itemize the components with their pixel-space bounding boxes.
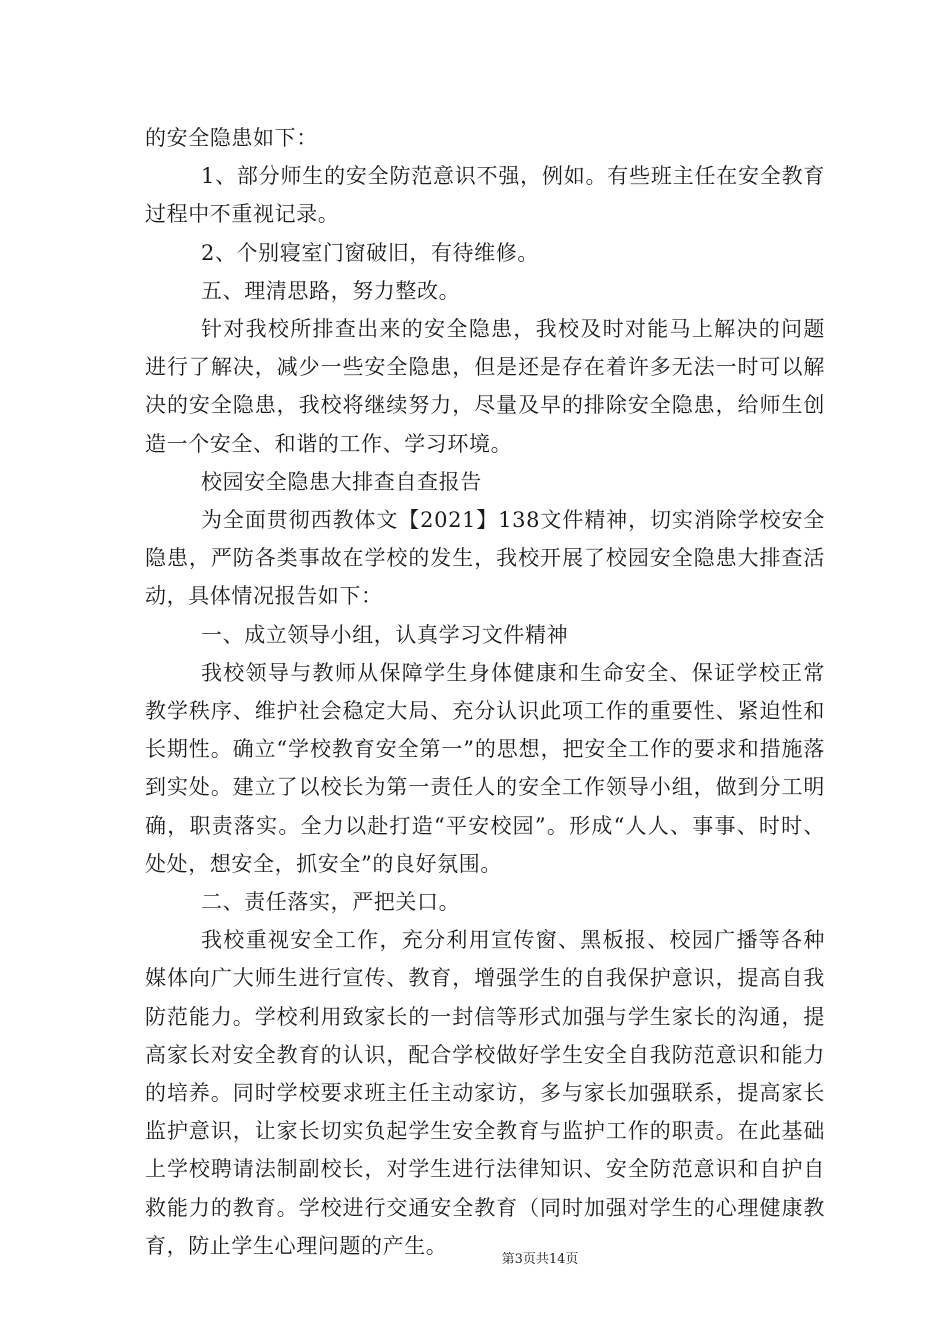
paragraph: 的安全隐患如下： [145, 126, 318, 150]
paragraph: 针对我校所排查出来的安全隐患，我校及时对能马上解决的问题进行了解决，减少一些安全隐患，但是还是存在着许多无法一时可以解决的安全隐患，我校将继续努力，尽量及早的排除安全隐患，给师生创造一个安全、和谐的工作、学习环境。 [145, 317, 825, 456]
paragraph: 我校领导与教师从保障学生身体健康和生命安全、保证学校正常教学秩序、维护社会稳定大局、充分认识此项工作的重要性、紧迫性和长期性。确立“学校教育安全第一”的思想，把安全工作的要求和措施落到实处。建立了以校长为第一责任人的安全工作领导小组，做到分工明确，职责落实。全力以赴打造“平安校园”。形成“人人、事事、时时、处处，想安全，抓安全”的良好氛围。 [145, 660, 825, 876]
section-heading: 五、理清思路，努力整改。 [201, 278, 461, 303]
section-heading: 二、责任落实，严把关口。 [201, 890, 461, 915]
paragraph: 2、个别寝室门窗破旧，有待维修。 [201, 240, 539, 265]
document-body [145, 119, 825, 1265]
paragraph: 1、部分师生的安全防范意识不强，例如。有些班主任在安全教育过程中不重视记录。 [145, 164, 825, 227]
page-number: 第3页共14页 [501, 1252, 579, 1267]
section-heading: 一、成立领导小组，认真学习文件精神 [201, 622, 569, 647]
report-title: 校园安全隐患大排查自查报告 [201, 469, 482, 494]
paragraph: 我校重视安全工作，充分利用宣传窗、黑板报、校园广播等各种媒体向广大师生进行宣传、教育，增强学生的自我保护意识，提高自我防范能力。学校利用致家长的一封信等形式加强与学生家长的沟通，提高家长对安全教育的认识，配合学校做好学生安全自我防范意识和能力的培养。同时学校要求班主任主动家访，多与家长加强联系，提高家长监护意识，让家长切实负起学生安全教育与监护工作的职责。在此基础上学校聘请法制副校长，对学生进行法律知识、安全防范意识和自护自救能力的教育。学校进行交通安全教育（同时加强对学生的心理健康教育，防止学生心理问题的产生。 [145, 928, 825, 1258]
paragraph: 为全面贯彻西教体文【2021】138文件精神，切实消除学校安全隐患，严防各类事故在学校的发生，我校开展了校园安全隐患大排查活动，具体情况报告如下： [145, 508, 825, 609]
